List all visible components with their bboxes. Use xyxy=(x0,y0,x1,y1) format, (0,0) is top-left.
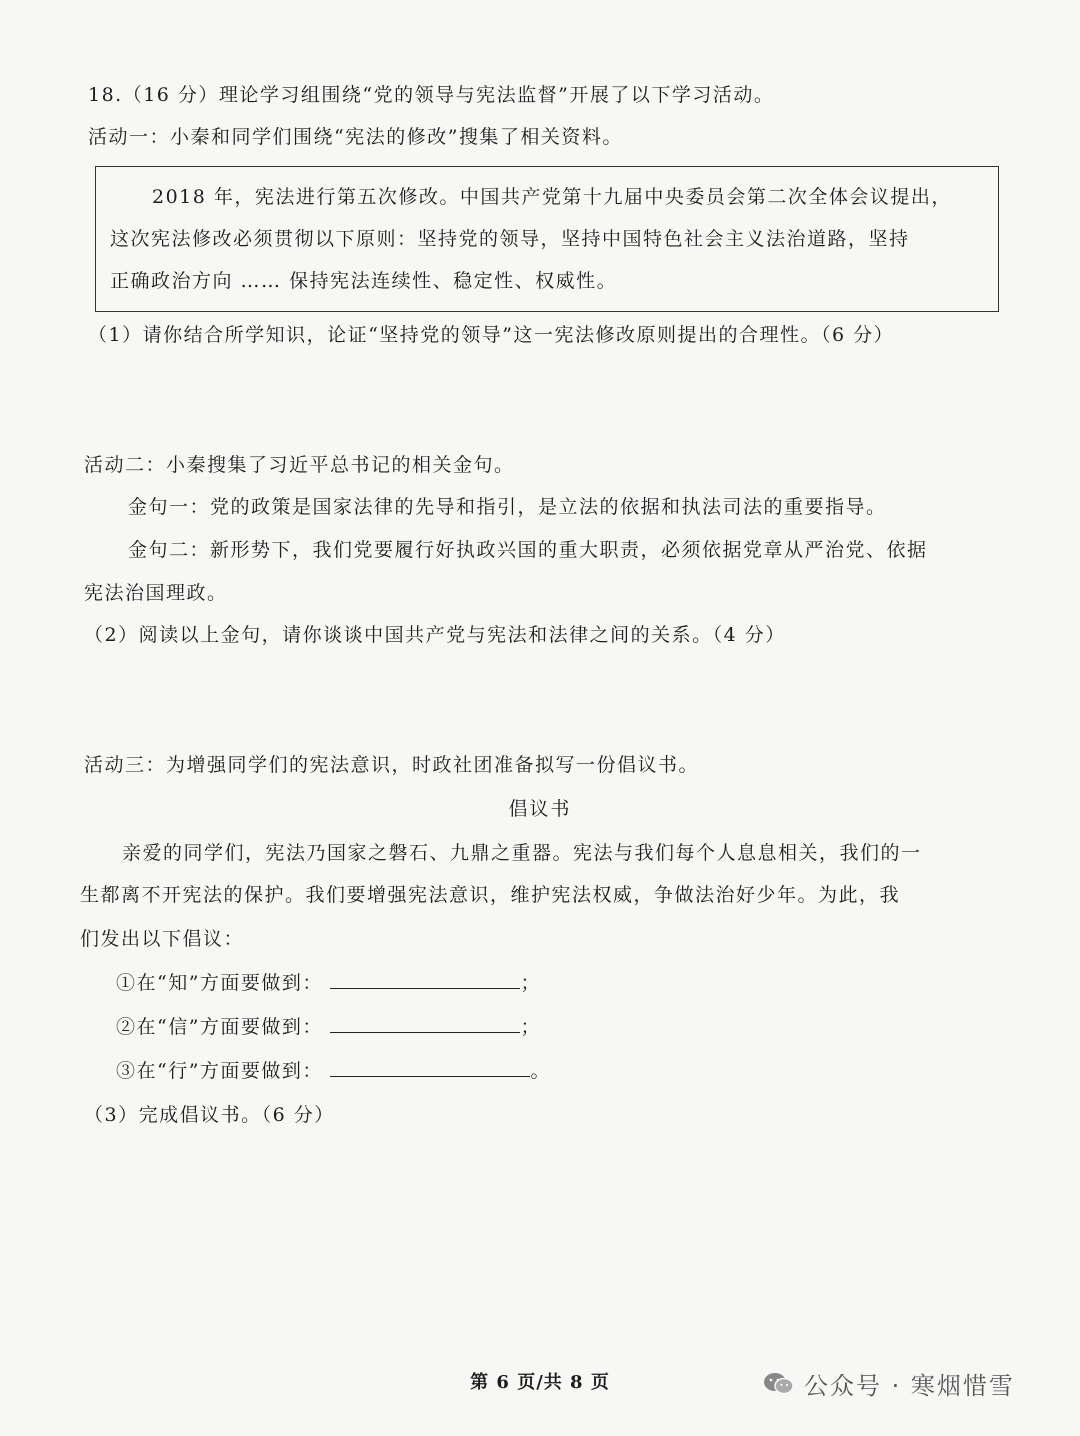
question-1-prompt: （1）请你结合所学知识，论证“坚持党的领导”这一宪法修改原则提出的合理性。（6 分） xyxy=(88,324,895,346)
quote-2-line-1: 金句二：新形势下，我们党要履行好执政兴国的重大职责，必须依据党章从严治党、依据 xyxy=(128,539,928,561)
answer-blank-2[interactable] xyxy=(330,1014,520,1033)
answer-blank-1[interactable] xyxy=(330,970,520,989)
proposal-item-3 xyxy=(116,1058,551,1084)
page-number: 第 6 页/共 8 页 xyxy=(470,1372,610,1393)
proposal-item-3-end: 。 xyxy=(530,1060,551,1082)
proposal-item-1 xyxy=(116,970,541,996)
proposal-para-line-3: 们发出以下倡议： xyxy=(80,928,245,950)
proposal-item-2-end: ； xyxy=(520,1016,541,1038)
proposal-item-3-label: ③在“行”方面要做到： xyxy=(116,1060,323,1082)
activity3-intro: 活动三：为增强同学们的宪法意识，时政社团准备拟写一份倡议书。 xyxy=(84,754,700,776)
question-2-prompt: （2）阅读以上金句，请你谈谈中国共产党与宪法和法律之间的关系。（4 分） xyxy=(84,624,786,646)
proposal-title: 倡议书 xyxy=(508,798,572,820)
material-line-1: 2018 年，宪法进行第五次修改。中国共产党第十九届中央委员会第二次全体会议提出， xyxy=(152,186,952,208)
proposal-para-line-2: 生都离不开宪法的保护。我们要增强宪法意识，维护宪法权威，争做法治好少年。为此，我 xyxy=(80,884,901,906)
question-header: 18.（16 分）理论学习组围绕“党的领导与宪法监督”开展了以下学习活动。 xyxy=(88,84,775,106)
watermark-text: 公众号 · 寒烟惜雪 xyxy=(804,1372,1015,1400)
watermark xyxy=(762,1366,1015,1401)
answer-blank-3[interactable] xyxy=(330,1058,530,1077)
wechat-icon xyxy=(762,1371,796,1397)
question-3-prompt: （3）完成倡议书。（6 分） xyxy=(84,1104,335,1126)
proposal-item-2-label: ②在“信”方面要做到： xyxy=(116,1016,323,1038)
material-line-2: 这次宪法修改必须贯彻以下原则：坚持党的领导，坚持中国特色社会主义法治道路，坚持 xyxy=(110,228,910,250)
material-line-3: 正确政治方向 …… 保持宪法连续性、稳定性、权威性。 xyxy=(110,270,618,292)
proposal-item-1-label: ①在“知”方面要做到： xyxy=(116,972,323,994)
proposal-item-1-end: ； xyxy=(520,972,541,994)
proposal-item-2 xyxy=(116,1014,541,1040)
activity1-intro: 活动一：小秦和同学们围绕“宪法的修改”搜集了相关资料。 xyxy=(88,126,623,148)
quote-1: 金句一：党的政策是国家法律的先导和指引，是立法的依据和执法司法的重要指导。 xyxy=(128,496,887,518)
proposal-para-line-1: 亲爱的同学们，宪法乃国家之磐石、九鼎之重器。宪法与我们每个人息息相关，我们的一 xyxy=(122,842,922,864)
activity2-intro: 活动二：小秦搜集了习近平总书记的相关金句。 xyxy=(84,454,515,476)
quote-2-line-2: 宪法治国理政。 xyxy=(84,582,228,604)
